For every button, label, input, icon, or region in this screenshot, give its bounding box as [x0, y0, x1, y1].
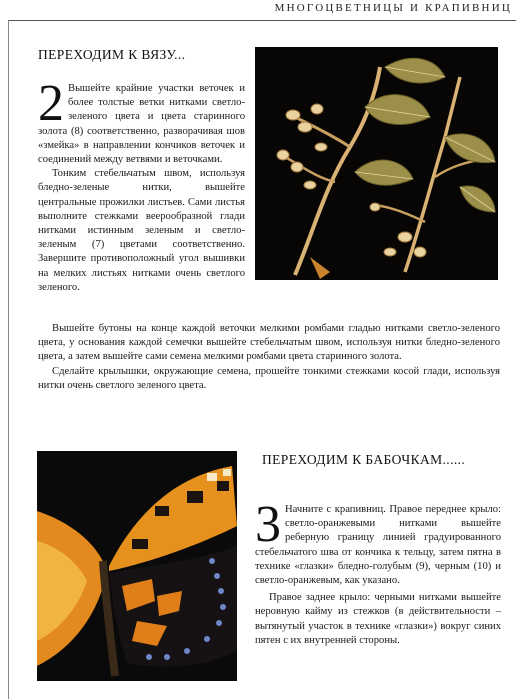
section2-paragraph-2: Правое заднее крыло: черными нитками вышейте неровную кайму из стежков (в действительности – вытянутый участок в технике «глазки») вокруг синих пятен с их внутренней стороны. [255, 592, 501, 646]
section1-paragraph-3: Вышейте бутоны на конце каждой веточки мелкими ромбами гладью нитками светло-зеленого цвета, у основания каждой семечки вышейте стебельчатым швом, используя нитки бледно-зеленого цвета, а затем вышейте сами семена мелкими ромбами цвета старинного золота. [38, 323, 500, 363]
section1-body-wide [38, 322, 500, 393]
dropcap-3: 3 [255, 496, 281, 553]
section-title-elm: ПЕРЕХОДИМ К ВЯЗУ... [38, 47, 186, 62]
section1-paragraph-2: Тонким стебельчатым швом, используя бледно-зеленые нитки, вышейте центральные прожилки листьев. Сами листья выполните стежками веерообразной глади нитками истинным зеленым и светло-зеленым (7) цветами соответственно. Завершите противоположный угол вышивки на мелких листьях нитками очень светлого зеленого. [38, 168, 245, 293]
section1-paragraph-1: Вышейте крайние участки веточек и более толстые ветки нитками светло-зеленого цвета и цвета старинного золота (8) соответственно, разворачивая шов «змейка» в направлении кончиков веточек и соединений между ветвями и веточками. [38, 83, 245, 166]
section2-paragraph-1: Начните с крапивниц. Правое переднее крыло: светло-оранжевыми нитками вышейте реберную границу линией градуированного стебельчатого шва от кончика к тельцу, затем пятна в технике «глазки» бледно-голубым (9), черным (10) и светло-оранжевым, как указано. [255, 504, 501, 587]
section-title-butterflies: ПЕРЕХОДИМ К БАБОЧКАМ...... [262, 452, 466, 467]
section1-body-narrow [38, 75, 245, 295]
dropcap-2: 2 [38, 75, 64, 132]
page-left-rule [8, 20, 9, 699]
header-rule [8, 20, 516, 21]
running-head: МНОГОЦВЕТНИЦЫ И КРАПИВНИЦ [274, 2, 512, 14]
elm-embroidery-photo [255, 47, 498, 280]
page-header [0, 0, 516, 22]
section1-paragraph-4: Сделайте крылышки, окружающие семена, прошейте тонкими стежками косой глади, используя нитки очень светлого зеленого цвета. [38, 365, 500, 391]
section2-body [255, 496, 501, 648]
butterfly-embroidery-photo [37, 451, 237, 681]
